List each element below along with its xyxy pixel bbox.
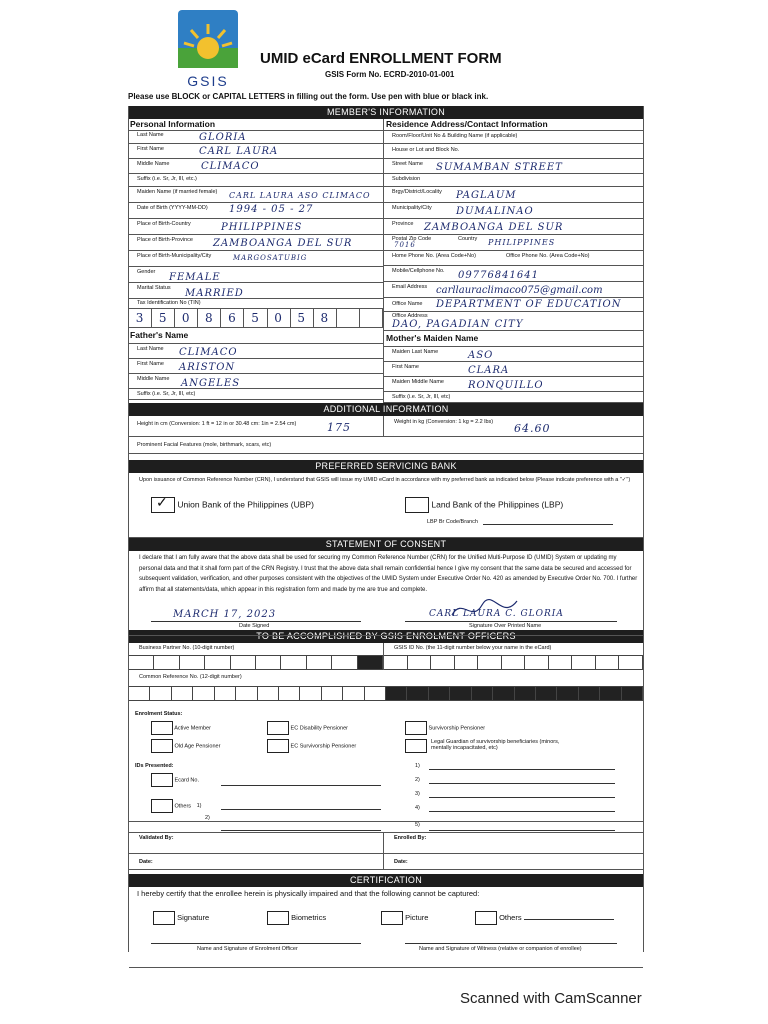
ubp-checkbox[interactable] — [151, 497, 175, 513]
guardian-label: Legal Guardian of survivorship beneficiaries (minors, mentally incapacitated, etc) — [431, 739, 560, 751]
ec-disability-checkbox[interactable] — [267, 721, 289, 735]
middle-name-label: Middle Name — [137, 161, 170, 167]
gender-label: Gender — [137, 269, 156, 275]
bank-intro-text: Upon issuance of Common Reference Number (CRN), I understand that GSIS will issue my UMID eCard in accordance with my preferred bank as indicated below (Please indicate preference with a "✓") — [139, 477, 631, 483]
mother-middle-value[interactable]: RONQUILLO — [468, 380, 544, 391]
digit-cell[interactable] — [279, 687, 300, 700]
digit-cell[interactable] — [386, 687, 407, 700]
email-value[interactable]: carllauraclimaco075@gmail.com — [436, 285, 603, 296]
cert-others-line[interactable] — [524, 919, 614, 920]
active-member-checkbox[interactable] — [151, 721, 173, 735]
tin-digit-box[interactable] — [360, 309, 383, 327]
digit-cell[interactable] — [154, 656, 179, 669]
office-phone-label: Office Phone No. (Area Code+No) — [506, 253, 590, 259]
office-name-value[interactable]: DEPARTMENT OF EDUCATION — [436, 299, 622, 310]
personal-info-heading: Personal Information — [129, 119, 383, 131]
digit-cell[interactable] — [358, 656, 383, 669]
father-middle-value[interactable]: ANGELES — [181, 378, 241, 389]
section-enrolment-officers: TO BE ACCOMPLISHED BY GSIS ENROLMENT OFFICERS — [129, 630, 643, 643]
old-age-label: Old Age Pensioner — [174, 743, 221, 750]
camscanner-watermark: Scanned with CamScanner — [460, 990, 642, 1007]
validated-by-label: Validated By: — [139, 835, 174, 841]
tin-digit-box[interactable]: 5 — [244, 309, 267, 327]
old-age-checkbox[interactable] — [151, 739, 173, 753]
cert-picture-label: Picture — [405, 912, 429, 922]
digit-cell[interactable] — [472, 687, 493, 700]
digit-cell[interactable] — [281, 656, 306, 669]
gsis-logo — [178, 10, 238, 89]
office-address-value[interactable]: DAO, PAGADIAN CITY — [392, 319, 524, 330]
ids-line-3[interactable] — [429, 797, 615, 798]
crn-label: Common Reference No. (12-digit number) — [139, 674, 242, 680]
digit-cell[interactable] — [332, 656, 357, 669]
digit-cell[interactable] — [172, 687, 193, 700]
cert-biometrics-checkbox[interactable] — [267, 911, 289, 925]
witness-signature-label: Name and Signature of Witness (relative or companion of enrollee) — [419, 946, 582, 952]
lbp-branch-line[interactable] — [483, 524, 613, 525]
digit-cell[interactable] — [307, 656, 332, 669]
father-first-value[interactable]: ARISTON — [179, 362, 236, 373]
ecard-label: Ecard No. — [174, 777, 199, 784]
digit-cell[interactable] — [215, 687, 236, 700]
cert-picture-checkbox[interactable] — [381, 911, 403, 925]
weight-label: Weight in kg (Conversion: 1 kg = 2.2 lbs) — [394, 419, 494, 425]
signature-line — [405, 621, 617, 622]
digit-cell[interactable] — [180, 656, 205, 669]
digit-cell[interactable] — [365, 687, 386, 700]
section-preferred-bank: PREFERRED SERVICING BANK — [129, 460, 643, 473]
digit-cell[interactable] — [300, 687, 321, 700]
digit-cell[interactable] — [150, 687, 171, 700]
digit-cell[interactable] — [596, 656, 620, 669]
brgy-label: Brgy/District/Locality — [392, 189, 442, 195]
digit-cell[interactable] — [129, 687, 150, 700]
subdivision-label: Subdivision — [392, 176, 421, 182]
ids-num-4: 4) — [415, 805, 420, 811]
digit-cell[interactable] — [407, 687, 428, 700]
tin-label: Tax Identification No (TIN) — [137, 300, 201, 306]
first-name-label: First Name — [137, 146, 164, 152]
others-line-2[interactable] — [221, 830, 381, 831]
tin-digit-box[interactable]: 0 — [268, 309, 291, 327]
form-title: UMID eCard ENROLLMENT FORM — [260, 50, 502, 67]
residence-column — [384, 119, 643, 403]
tin-digit-box[interactable]: 8 — [314, 309, 337, 327]
date-signed-label: Date Signed — [239, 623, 270, 629]
mother-middle-label: Maiden Middle Name — [392, 379, 444, 385]
country-value[interactable]: PHILIPPINES — [488, 238, 556, 247]
father-first-label: First Name — [137, 361, 164, 367]
city-label: Municipality/City — [392, 205, 432, 211]
mother-first-value[interactable]: CLARA — [468, 365, 510, 376]
room-label: Room/Floor/Unit No & Building Name (if applicable) — [392, 133, 518, 139]
pob-city-label: Place of Birth-Municipality/City — [137, 253, 212, 259]
signature-label: Signature Over Printed Name — [469, 623, 542, 629]
lbp-checkbox[interactable] — [405, 497, 429, 513]
digit-cell[interactable] — [450, 687, 471, 700]
witness-signature-line[interactable] — [405, 943, 617, 944]
instructions: Please use BLOCK or CAPITAL LETTERS in filling out the form. Use pen with blue or black ink. — [128, 92, 489, 101]
marital-status-label: Marital Status — [137, 285, 171, 291]
ec-survivorship-label: EC Survivorship Pensioner — [290, 743, 357, 750]
brgy-value[interactable]: PAGLAUM — [456, 190, 517, 201]
section-certification: CERTIFICATION — [129, 874, 643, 887]
digit-cell[interactable] — [408, 656, 432, 669]
crn-cells[interactable] — [129, 686, 643, 701]
pob-country-value[interactable]: PHILIPPINES — [221, 222, 303, 233]
home-phone-label: Home Phone No. (Area Code+No) — [392, 253, 476, 259]
enrollment-form — [128, 106, 644, 952]
cert-others-checkbox[interactable] — [475, 911, 497, 925]
weight-value[interactable]: 64.60 — [514, 422, 551, 435]
tin-digit-box[interactable] — [337, 309, 360, 327]
section-additional-info: ADDITIONAL INFORMATION — [129, 403, 643, 416]
digit-cell[interactable] — [231, 656, 256, 669]
gender-value[interactable]: FEMALE — [169, 272, 221, 283]
digit-cell[interactable] — [322, 687, 343, 700]
active-member-label: Active Member — [174, 725, 211, 732]
digit-cell[interactable] — [572, 656, 596, 669]
digit-cell[interactable] — [205, 656, 230, 669]
father-suffix-label: Suffix (i.e. Sr, Jr, III, etc) — [137, 391, 196, 397]
pob-country-label: Place of Birth-Country — [137, 221, 191, 227]
office-name-label: Office Name — [392, 301, 423, 307]
house-label: House or Lot and Block No. — [392, 147, 460, 153]
digit-cell[interactable] — [502, 656, 526, 669]
cert-others-label: Others — [499, 912, 522, 922]
cert-biometrics-label: Biometrics — [291, 912, 327, 922]
zip-label: Postal Zip Code — [392, 236, 432, 242]
digit-cell[interactable] — [429, 687, 450, 700]
others-id-label: Others — [174, 803, 192, 810]
cert-signature-checkbox[interactable] — [153, 911, 175, 925]
province-value[interactable]: ZAMBOANGA DEL SUR — [424, 222, 564, 233]
gsis-id-label: GSIS ID No. (the 11-digit number below your name in the eCard) — [394, 645, 552, 651]
check-mark-icon: ✓ — [156, 495, 169, 511]
ubp-label: Union Bank of the Philippines (UBP) — [177, 499, 314, 510]
lbp-label: Land Bank of the Philippines (LBP) — [431, 499, 564, 510]
mobile-value[interactable]: 09776841641 — [458, 270, 539, 281]
father-heading: Father's Name — [129, 328, 383, 344]
signature-value[interactable]: CARL LAURA C. GLORIA — [429, 609, 564, 619]
personal-info-column — [129, 119, 384, 403]
digit-cell[interactable] — [258, 687, 279, 700]
survivorship-checkbox[interactable] — [405, 721, 427, 735]
tin-digit-box[interactable]: 6 — [221, 309, 244, 327]
tin-digit-box[interactable]: 8 — [198, 309, 221, 327]
digit-cell[interactable] — [478, 656, 502, 669]
ids-line-5[interactable] — [429, 830, 615, 831]
cert-signature-label: Signature — [177, 912, 210, 922]
mother-last-label: Maiden Last Name — [392, 349, 439, 355]
pob-province-value[interactable]: ZAMBOANGA DEL SUR — [213, 238, 353, 249]
digit-cell[interactable] — [384, 656, 408, 669]
tin-digit-box[interactable]: 0 — [175, 309, 198, 327]
father-last-label: Last Name — [137, 346, 164, 352]
date-signed-value[interactable]: MARCH 17, 2023 — [173, 609, 277, 620]
ids-num-3: 3) — [415, 791, 420, 797]
pob-province-label: Place of Birth-Province — [137, 237, 193, 243]
ec-survivorship-checkbox[interactable] — [267, 739, 289, 753]
digit-cell[interactable] — [431, 656, 455, 669]
tin-boxes — [129, 309, 383, 328]
ids-num-5: 5) — [415, 822, 420, 828]
ids-line-4[interactable] — [429, 811, 615, 812]
mother-first-label: First Name — [392, 364, 419, 370]
digit-cell[interactable] — [579, 687, 600, 700]
mother-last-value[interactable]: ASO — [468, 350, 494, 361]
ids-num-2: 2) — [415, 777, 420, 783]
enrolment-status-heading: Enrolment Status: — [135, 711, 183, 717]
ids-num-1: 1) — [415, 763, 420, 769]
ids-line-2[interactable] — [429, 783, 615, 784]
email-label: Email Address — [392, 284, 428, 290]
digit-cell[interactable] — [455, 656, 479, 669]
digit-cell[interactable] — [493, 687, 514, 700]
section-member-info: MEMBER'S INFORMATION — [129, 106, 643, 119]
facial-features-label: Prominent Facial Features (mole, birthmark, scars, etc) — [137, 442, 272, 448]
first-name-value[interactable]: CARL LAURA — [199, 146, 279, 157]
zip-value[interactable]: 7016 — [394, 241, 416, 249]
height-value[interactable]: 175 — [327, 421, 351, 434]
enrolled-date-label: Date: — [394, 859, 408, 865]
height-label: Height in cm (Conversion: 1 ft = 12 in or 30.48 cm: 1in = 2.54 cm) — [137, 421, 297, 427]
ubp-option[interactable] — [151, 497, 314, 513]
mother-heading: Mother's Maiden Name — [384, 331, 643, 347]
certification-text: I hereby certify that the enrollee herein is physically impaired and that the following cannot be captured: — [137, 889, 480, 898]
province-label: Province — [392, 221, 414, 227]
digit-cell[interactable] — [343, 687, 364, 700]
ec-disability-label: EC Disability Pensioner — [290, 725, 348, 732]
validated-date-label: Date: — [139, 859, 153, 865]
street-label: Street Name — [392, 161, 423, 167]
city-value[interactable]: DUMALINAO — [456, 206, 534, 217]
digit-cell[interactable] — [557, 687, 578, 700]
ids-line-1[interactable] — [429, 769, 615, 770]
street-value[interactable]: SUMAMBAN STREET — [436, 162, 563, 173]
digit-cell[interactable] — [256, 656, 281, 669]
suffix-label: Suffix (i.e. Sr, Jr, III, etc.) — [137, 176, 197, 182]
officer-signature-label: Name and Signature of Enrolment Officer — [197, 946, 298, 952]
digit-cell[interactable] — [193, 687, 214, 700]
maiden-name-label: Maiden Name (if married female) — [137, 189, 218, 195]
gsis-wordmark: GSIS — [187, 73, 229, 89]
gsis-id-cells[interactable] — [384, 655, 643, 670]
digit-cell[interactable] — [600, 687, 621, 700]
digit-cell[interactable] — [619, 656, 643, 669]
lbp-option[interactable] — [405, 497, 563, 513]
dob-label: Date of Birth (YYYY-MM-DD) — [137, 205, 208, 211]
country-label: Country — [458, 236, 478, 242]
pob-city-value[interactable]: MARGOSATUBIG — [233, 254, 308, 262]
consent-text: I declare that I am fully aware that the above data shall be used for securing my Common Reference Number (CRN) for the Unified Multi-Purpose ID (UMID) System or updating my personal data and that it shall form part of the CRN Registry. I trust that the above data shall remain confidential hence I give my consent that the same data be secured and accessed for subsequent validation, verification, and other purposes consistent with the objectives of the UMID System under Executive Order No. 420 as amended by Executive Order No. 700. I further affirm that all statements/data, which appear in this registration form and made by me are true and complete. — [139, 555, 638, 593]
dob-value[interactable]: 1994 - 05 - 27 — [229, 204, 314, 215]
business-partner-cells[interactable] — [129, 655, 383, 670]
middle-name-value[interactable]: CLIMACO — [201, 161, 260, 172]
form-number: GSIS Form No. ECRD-2010-01-001 — [325, 70, 455, 79]
others-num-2: 2) — [205, 815, 210, 821]
father-middle-label: Middle Name — [137, 376, 170, 382]
office-address-label: Office Address — [392, 313, 428, 319]
last-name-label: Last Name — [137, 132, 164, 138]
date-signed-line — [151, 621, 361, 622]
maiden-name-value[interactable]: CARL LAURA ASO CLIMACO — [229, 191, 371, 200]
last-name-value[interactable]: GLORIA — [199, 132, 247, 143]
digit-cell[interactable] — [525, 656, 549, 669]
guardian-checkbox[interactable] — [405, 739, 427, 753]
others-line-1[interactable] — [221, 809, 381, 810]
residence-heading: Residence Address/Contact Information — [384, 119, 643, 131]
digit-cell[interactable] — [536, 687, 557, 700]
officer-signature-line[interactable] — [151, 943, 361, 944]
others-id-checkbox[interactable] — [151, 799, 173, 813]
ecard-checkbox[interactable] — [151, 773, 173, 787]
others-num-1: 1) — [196, 803, 202, 810]
mobile-label: Mobile/Cellphone No. — [392, 268, 445, 274]
digit-cell[interactable] — [515, 687, 536, 700]
tin-digit-box[interactable]: 5 — [291, 309, 314, 327]
mother-suffix-label: Suffix (i.e. Sr, Jr, III, etc) — [392, 394, 451, 400]
business-partner-label: Business Partner No. (10-digit number) — [139, 645, 235, 651]
lbp-branch-label: LBP Br Code/Branch — [427, 519, 478, 525]
tin-digit-box[interactable]: 3 — [129, 309, 152, 327]
digit-cell[interactable] — [622, 687, 643, 700]
digit-cell[interactable] — [549, 656, 573, 669]
survivorship-label: Survivorship Pensioner — [428, 725, 486, 732]
ecard-line[interactable] — [221, 785, 381, 786]
father-last-value[interactable]: CLIMACO — [179, 347, 238, 358]
tin-digit-box[interactable]: 5 — [152, 309, 175, 327]
marital-status-value[interactable]: MARRIED — [185, 288, 244, 299]
enrolled-by-label: Enrolled By: — [394, 835, 427, 841]
section-statement-of-consent: STATEMENT OF CONSENT — [129, 538, 643, 551]
digit-cell[interactable] — [236, 687, 257, 700]
digit-cell[interactable] — [129, 656, 154, 669]
member-info-grid — [129, 119, 643, 403]
ids-presented-heading: IDs Presented: — [135, 763, 174, 769]
